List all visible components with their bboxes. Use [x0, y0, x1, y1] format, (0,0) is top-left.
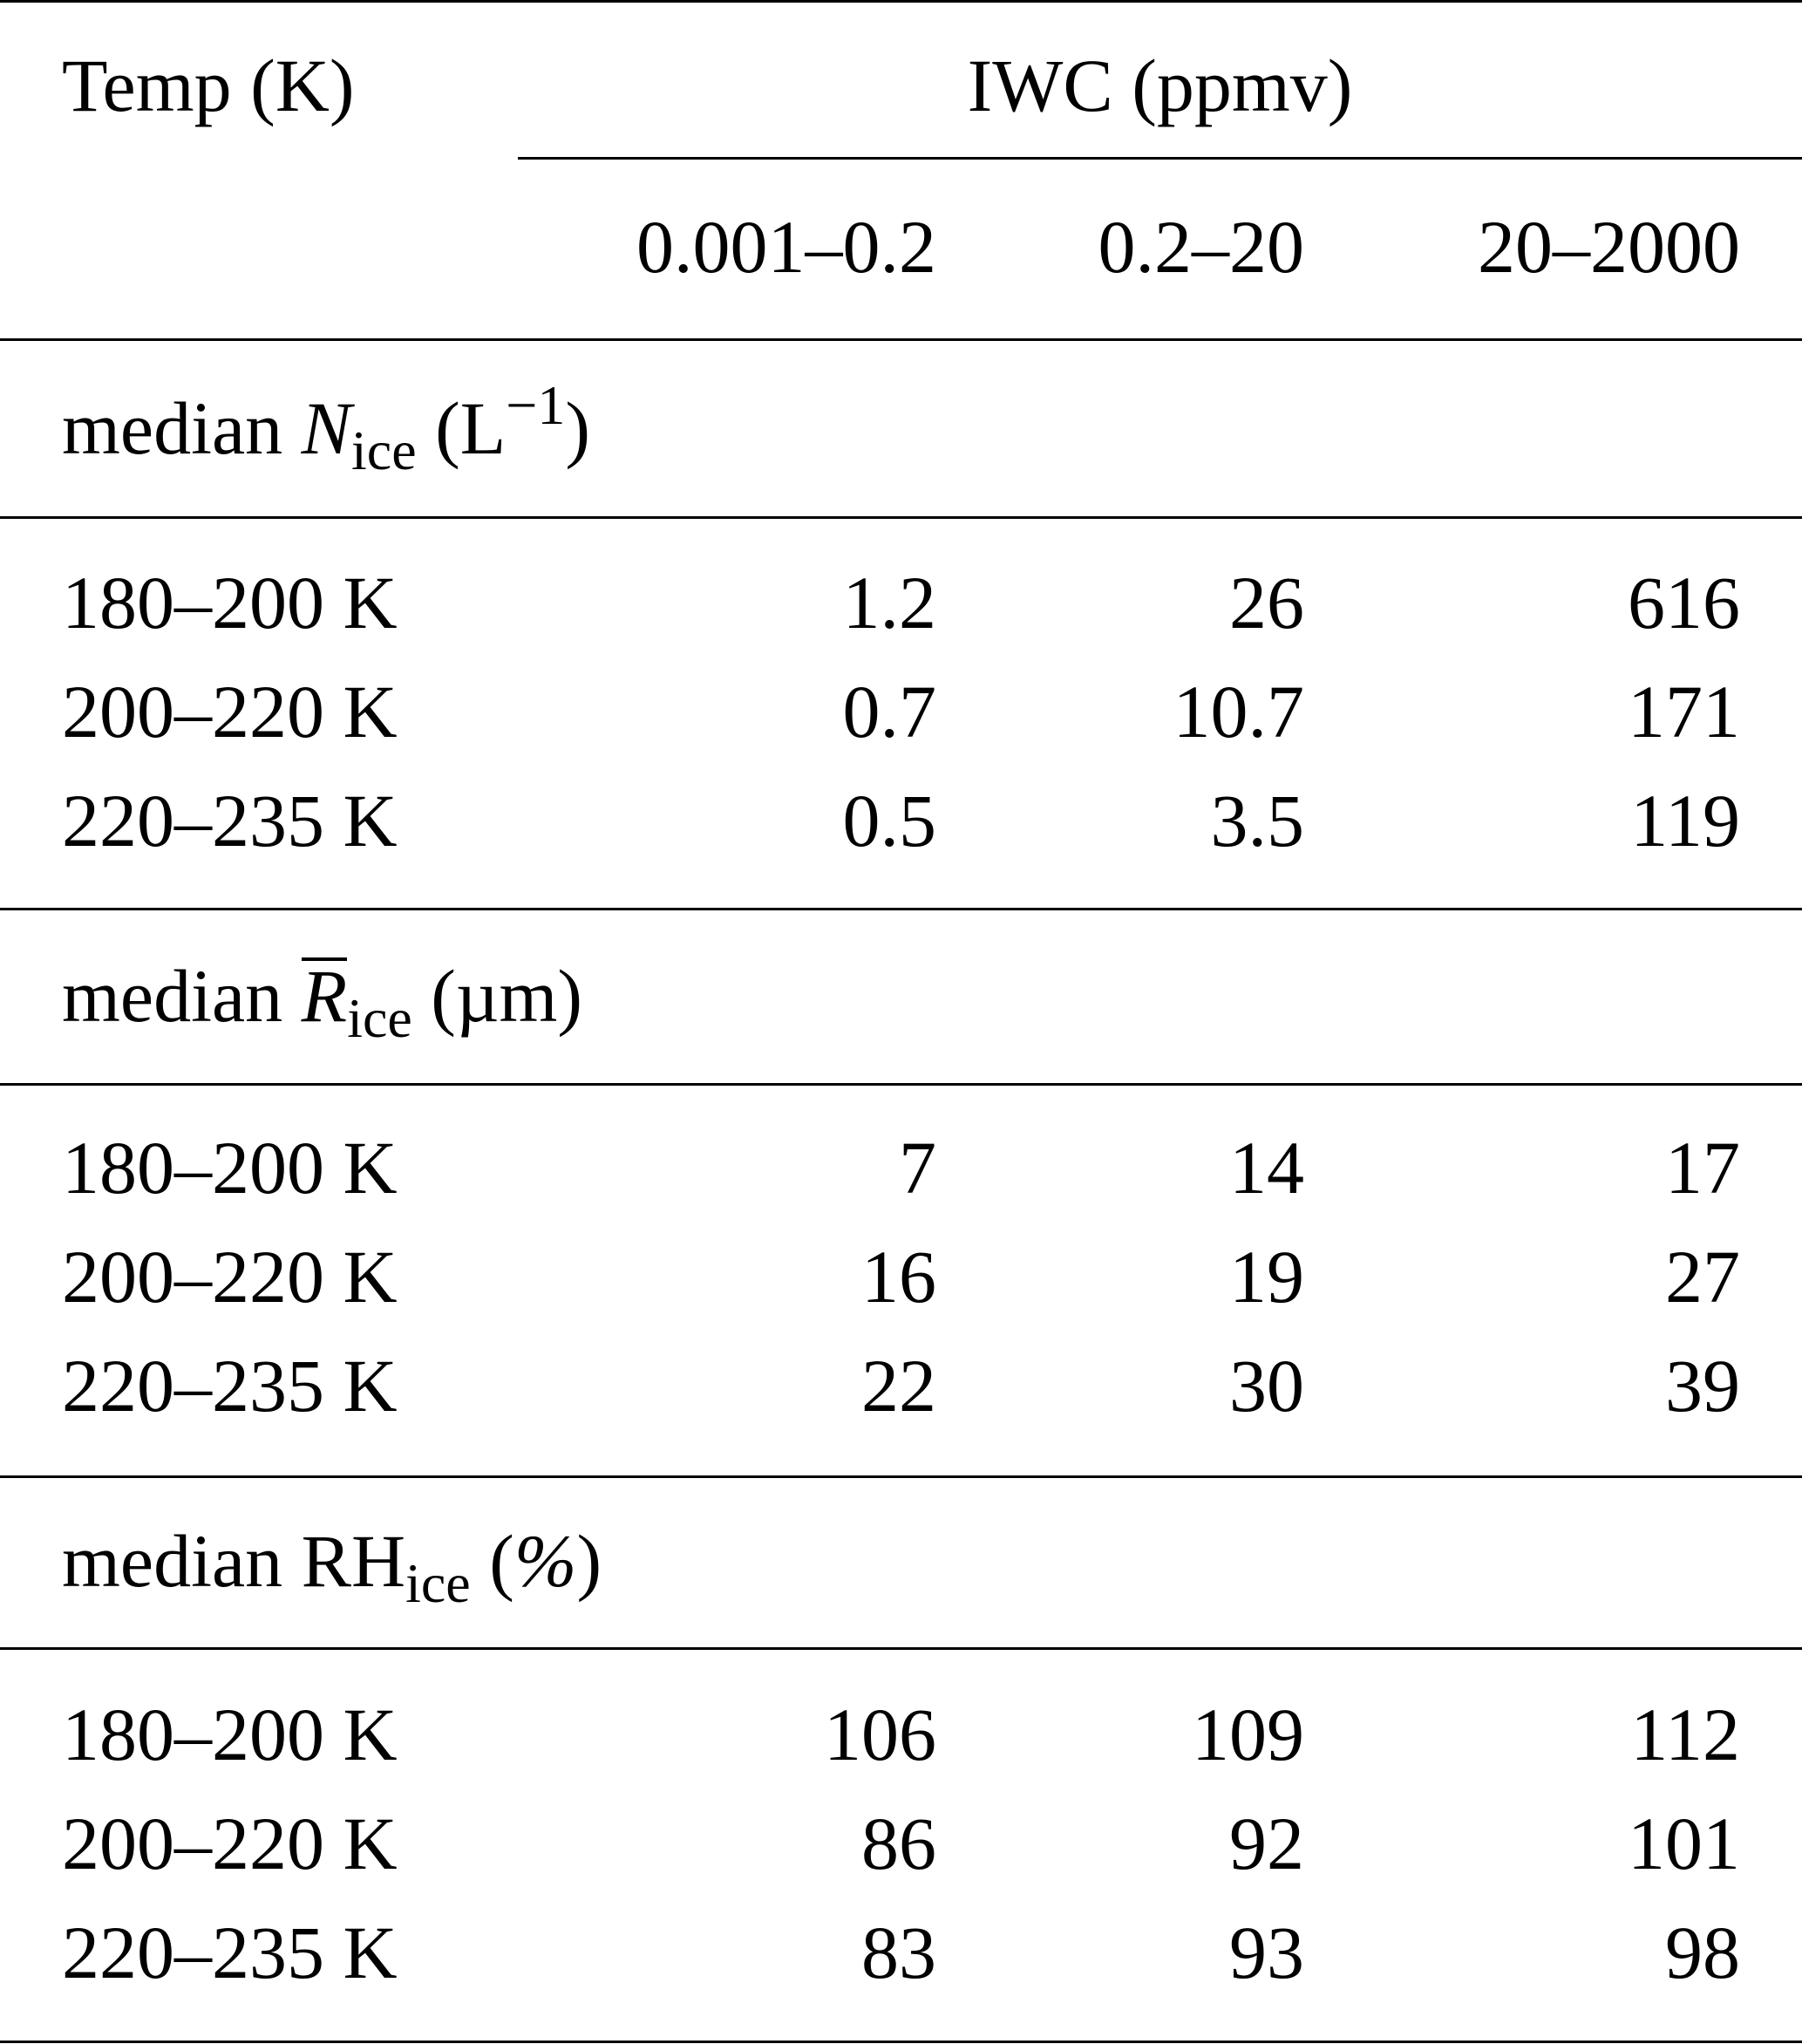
section-unit-symbol: %: [513, 1519, 577, 1603]
table-cell: 109: [1192, 1693, 1304, 1776]
table-cell: 14: [1229, 1126, 1304, 1209]
table-cell: 22: [861, 1344, 936, 1427]
iwc-range-1: 0.001–0.2: [636, 205, 936, 289]
iwc-range-2: 0.2–20: [1098, 205, 1304, 289]
table-row-temp: 200–220 K: [62, 1235, 398, 1318]
table-cell: 0.5: [842, 779, 936, 862]
table-row-temp: 220–235 K: [62, 779, 398, 862]
section-subscript: ice: [347, 987, 412, 1049]
temp-column-header: Temp (K): [62, 44, 355, 127]
table-row-temp: 220–235 K: [62, 1911, 398, 1994]
table-cell: 39: [1665, 1344, 1740, 1427]
section-subscript: ice: [351, 419, 417, 481]
table-cell: 10.7: [1173, 670, 1304, 753]
table-cell: 3.5: [1210, 779, 1304, 862]
section-1-rule: [0, 516, 1802, 519]
section-unit-close: ): [576, 1519, 602, 1603]
table-cell: 0.7: [842, 670, 936, 753]
table-cell: 101: [1628, 1802, 1740, 1885]
table-cell: 171: [1628, 670, 1740, 753]
table-cell: 17: [1665, 1126, 1740, 1209]
table-cell: 7: [899, 1126, 936, 1209]
table-row-temp: 200–220 K: [62, 670, 398, 753]
section-superscript: −1: [506, 374, 566, 436]
table-cell: 83: [861, 1911, 936, 1994]
top-rule: [0, 0, 1802, 3]
section-title-rhice: [62, 1519, 602, 1614]
table-cell: 92: [1229, 1802, 1304, 1885]
section-symbol: R: [301, 954, 348, 1038]
section-3-rule: [0, 1647, 1802, 1650]
section-2-rule: [0, 1083, 1802, 1086]
section-symbol: N: [301, 386, 352, 470]
section-break-1: [0, 908, 1802, 910]
table-cell: 106: [824, 1693, 936, 1776]
section-unit-open: (L: [416, 386, 507, 470]
table-cell: 112: [1630, 1693, 1740, 1776]
iwc-range-3: 20–2000: [1478, 205, 1740, 289]
section-title-rice: [62, 954, 583, 1049]
table-cell: 1.2: [842, 561, 936, 644]
table-cell: 26: [1229, 561, 1304, 644]
section-unit: (µm): [411, 954, 583, 1038]
table-row-temp: 180–200 K: [62, 1693, 398, 1776]
table-row-temp: 200–220 K: [62, 1802, 398, 1885]
table-row-temp: 180–200 K: [62, 561, 398, 644]
table-cell: 93: [1229, 1911, 1304, 1994]
table-cell: 19: [1229, 1235, 1304, 1318]
group-underline: [518, 157, 1802, 160]
table-cell: 119: [1630, 779, 1740, 862]
section-break-2: [0, 1475, 1802, 1478]
section-title-nice: [62, 374, 591, 481]
section-unit-close: ): [565, 386, 591, 470]
section-prefix: median: [62, 386, 302, 470]
iwc-group-header: IWC (ppmv): [967, 44, 1353, 127]
table-cell: 86: [861, 1802, 936, 1885]
section-prefix: median: [62, 1519, 302, 1603]
bottom-rule: [0, 2041, 1802, 2043]
table-cell: 616: [1628, 561, 1740, 644]
section-subscript: ice: [405, 1552, 471, 1614]
section-unit-open: (: [470, 1519, 514, 1603]
table-row-temp: 220–235 K: [62, 1344, 398, 1427]
table-cell: 30: [1229, 1344, 1304, 1427]
header-rule: [0, 338, 1802, 341]
table-row-temp: 180–200 K: [62, 1126, 398, 1209]
table-cell: 27: [1665, 1235, 1740, 1318]
table-cell: 98: [1665, 1911, 1740, 1994]
section-prefix: median: [62, 954, 302, 1038]
section-symbol: RH: [301, 1519, 406, 1603]
table-cell: 16: [861, 1235, 936, 1318]
